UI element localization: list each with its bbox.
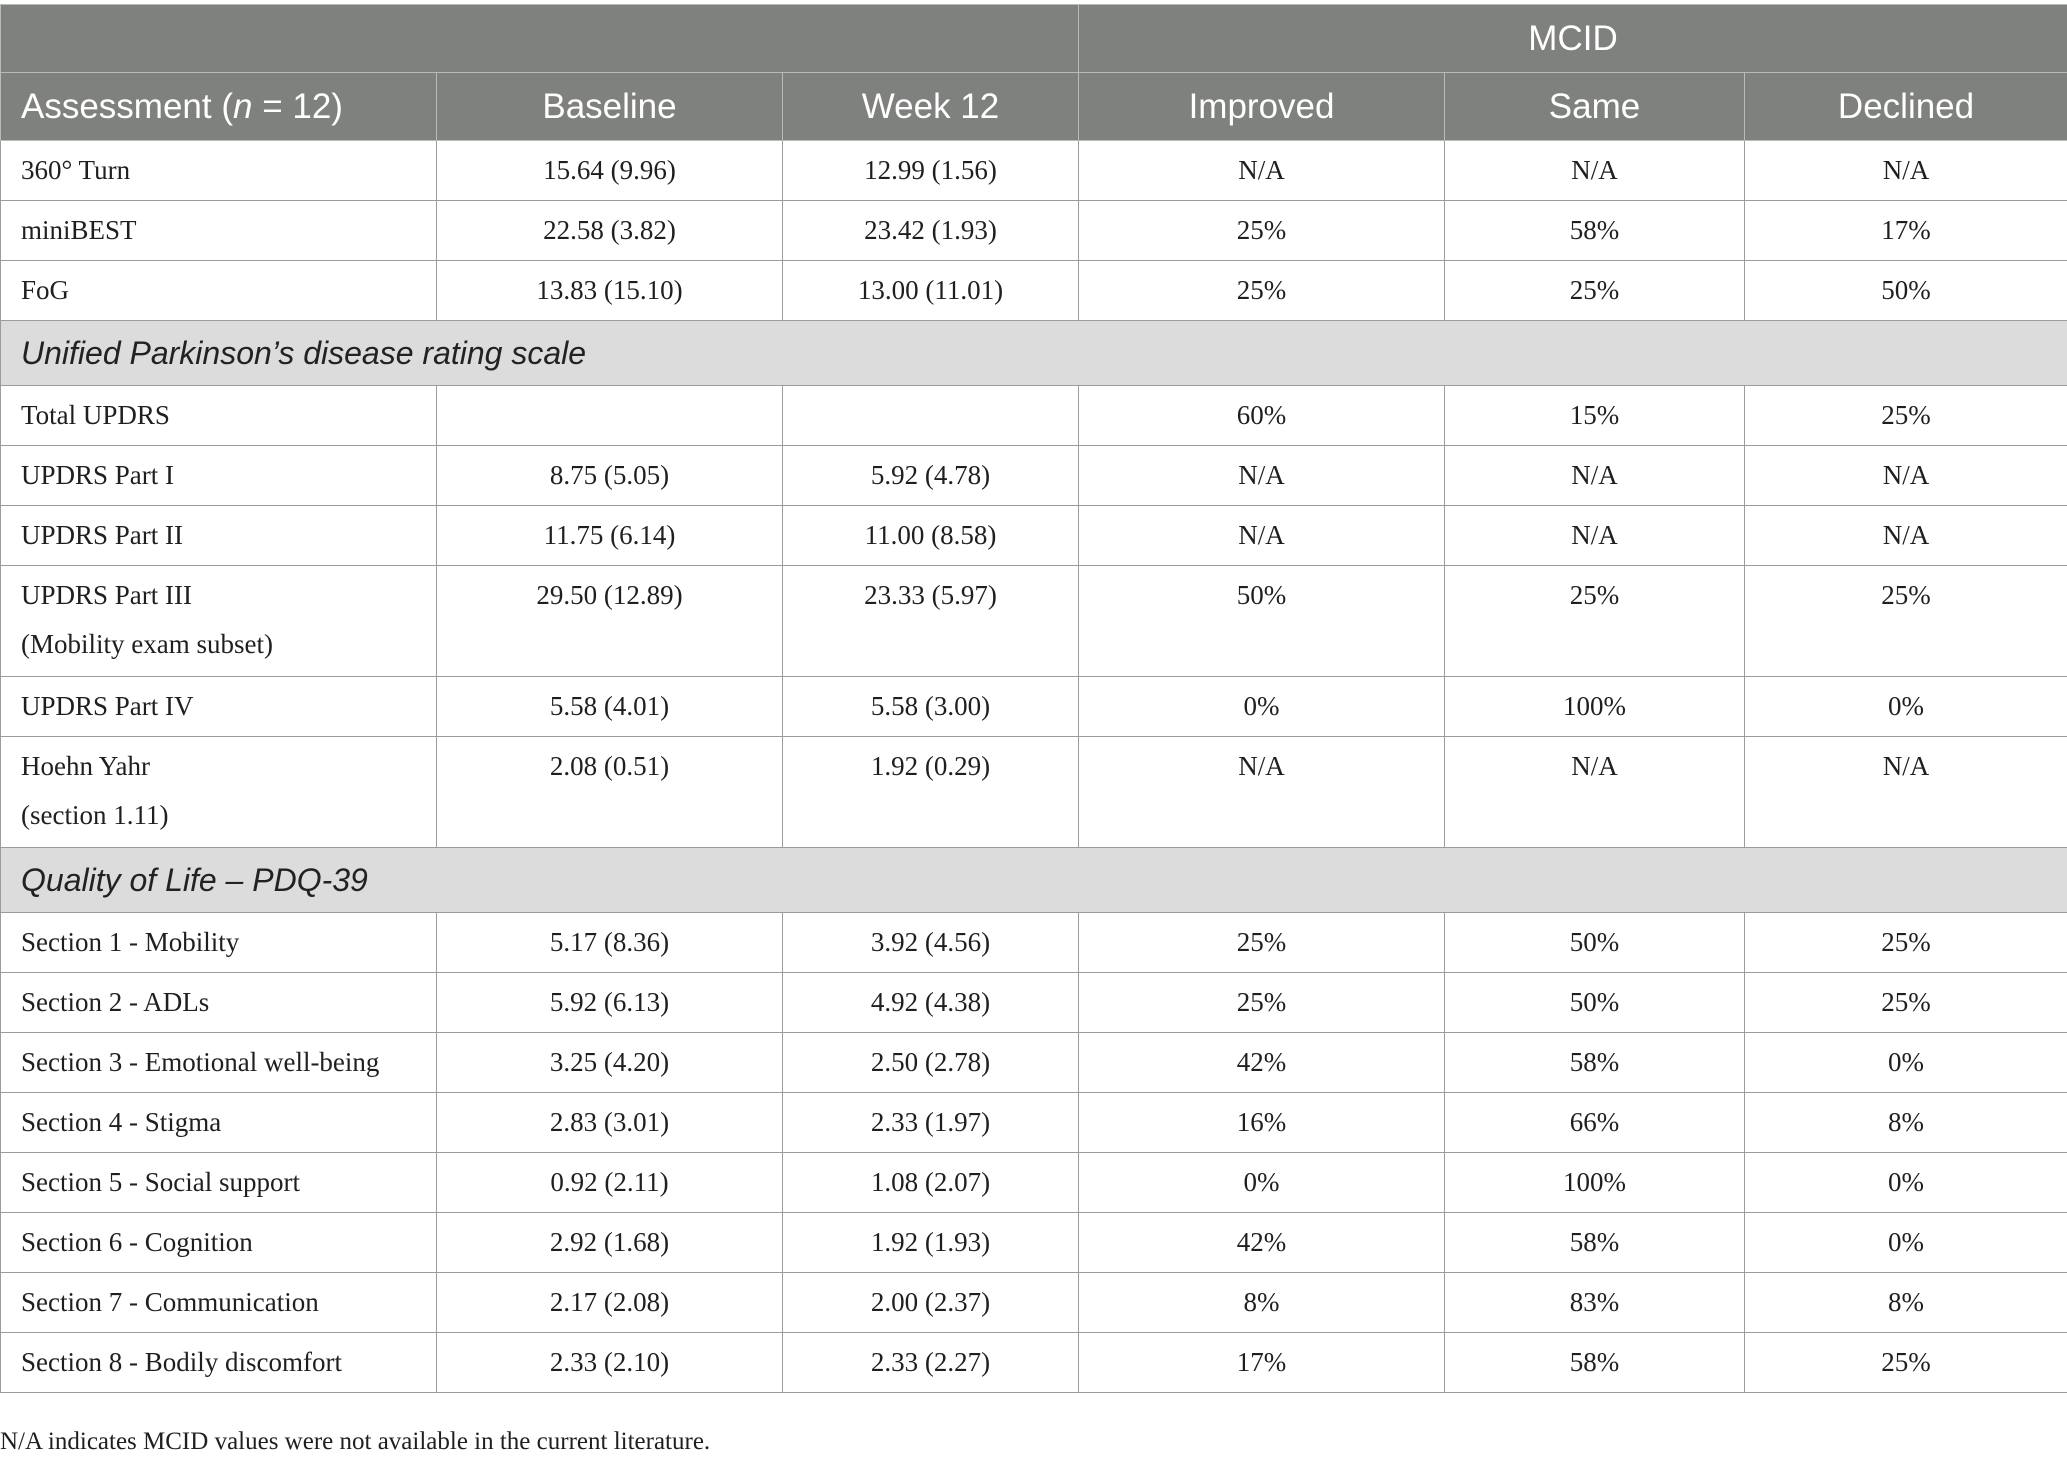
table-row — [1, 1213, 2067, 1273]
row-label: Section 4 - Stigma — [1, 1093, 437, 1153]
cell-same: 100% — [1445, 1153, 1745, 1213]
cell-declined: 0% — [1745, 1153, 2067, 1213]
footnote: N/A indicates MCID values were not available in the current literature. — [0, 1428, 711, 1455]
table-row — [1, 1333, 2067, 1393]
cell-baseline: 22.58 (3.82) — [437, 201, 783, 261]
table-row — [1, 446, 2067, 506]
cell-same: 25% — [1445, 261, 1745, 321]
header-week12: Week 12 — [783, 73, 1079, 141]
cell-same: 58% — [1445, 1033, 1745, 1093]
cell-baseline: 2.17 (2.08) — [437, 1273, 783, 1333]
row-label: Section 8 - Bodily discomfort — [1, 1333, 437, 1393]
cell-baseline: 13.83 (15.10) — [437, 261, 783, 321]
cell-improved: N/A — [1079, 446, 1445, 506]
cell-week12: 23.42 (1.93) — [783, 201, 1079, 261]
cell-declined: 0% — [1745, 1033, 2067, 1093]
cell-improved: 0% — [1079, 1153, 1445, 1213]
row-label: UPDRS Part I — [1, 446, 437, 506]
row-label: Section 5 - Social support — [1, 1153, 437, 1213]
cell-week12: 11.00 (8.58) — [783, 506, 1079, 566]
row-label-line2: (section 1.11) — [21, 800, 169, 830]
header-same: Same — [1445, 73, 1745, 141]
row-label: miniBEST — [1, 201, 437, 261]
cell-improved: N/A — [1079, 141, 1445, 201]
header-group-row — [1, 5, 2067, 73]
section-title: Unified Parkinson’s disease rating scale — [1, 321, 2067, 386]
cell-baseline: 3.25 (4.20) — [437, 1033, 783, 1093]
section-row — [1, 321, 2067, 386]
cell-week12: 12.99 (1.56) — [783, 141, 1079, 201]
header-baseline: Baseline — [437, 73, 783, 141]
cell-week12: 2.00 (2.37) — [783, 1273, 1079, 1333]
cell-baseline: 15.64 (9.96) — [437, 141, 783, 201]
header-declined: Declined — [1745, 73, 2067, 141]
cell-same: 58% — [1445, 1213, 1745, 1273]
cell-baseline: 8.75 (5.05) — [437, 446, 783, 506]
cell-improved: 0% — [1079, 677, 1445, 737]
cell-week12: 1.92 (1.93) — [783, 1213, 1079, 1273]
row-label-line2: (Mobility exam subset) — [21, 629, 273, 659]
row-label: 360° Turn — [1, 141, 437, 201]
cell-same: 25% — [1445, 566, 1745, 677]
row-label — [1, 566, 437, 677]
cell-week12: 5.92 (4.78) — [783, 446, 1079, 506]
cell-declined: 25% — [1745, 1333, 2067, 1393]
cell-improved: 50% — [1079, 566, 1445, 677]
cell-baseline: 5.17 (8.36) — [437, 913, 783, 973]
cell-week12: 1.08 (2.07) — [783, 1153, 1079, 1213]
row-label: Section 2 - ADLs — [1, 973, 437, 1033]
table-body — [1, 141, 2067, 1393]
cell-declined: 50% — [1745, 261, 2067, 321]
table-row — [1, 1033, 2067, 1093]
cell-week12: 5.58 (3.00) — [783, 677, 1079, 737]
cell-same: 58% — [1445, 1333, 1745, 1393]
row-label: Section 6 - Cognition — [1, 1213, 437, 1273]
table-row — [1, 386, 2067, 446]
cell-improved: N/A — [1079, 506, 1445, 566]
cell-declined: 25% — [1745, 913, 2067, 973]
cell-week12: 4.92 (4.38) — [783, 973, 1079, 1033]
cell-improved: 60% — [1079, 386, 1445, 446]
cell-improved: 16% — [1079, 1093, 1445, 1153]
cell-week12: 13.00 (11.01) — [783, 261, 1079, 321]
table-row — [1, 1273, 2067, 1333]
row-label-line1: Hoehn Yahr — [21, 751, 151, 781]
cell-declined: 8% — [1745, 1273, 2067, 1333]
header-blank — [1, 5, 1079, 73]
cell-week12: 2.33 (2.27) — [783, 1333, 1079, 1393]
header-improved: Improved — [1079, 73, 1445, 141]
cell-baseline: 2.83 (3.01) — [437, 1093, 783, 1153]
cell-same: N/A — [1445, 141, 1745, 201]
table-row — [1, 1153, 2067, 1213]
row-label: FoG — [1, 261, 437, 321]
cell-improved: 42% — [1079, 1033, 1445, 1093]
cell-declined: N/A — [1745, 141, 2067, 201]
cell-improved: N/A — [1079, 737, 1445, 848]
cell-same: 83% — [1445, 1273, 1745, 1333]
section-title: Quality of Life – PDQ-39 — [1, 848, 2067, 913]
cell-week12: 2.33 (1.97) — [783, 1093, 1079, 1153]
cell-improved: 42% — [1079, 1213, 1445, 1273]
cell-week12: 23.33 (5.97) — [783, 566, 1079, 677]
row-label: Section 3 - Emotional well-being — [1, 1033, 437, 1093]
cell-same: 66% — [1445, 1093, 1745, 1153]
cell-improved: 17% — [1079, 1333, 1445, 1393]
cell-week12: 3.92 (4.56) — [783, 913, 1079, 973]
row-label: Section 1 - Mobility — [1, 913, 437, 973]
cell-declined: N/A — [1745, 737, 2067, 848]
cell-same: N/A — [1445, 506, 1745, 566]
table-row — [1, 506, 2067, 566]
cell-improved: 25% — [1079, 261, 1445, 321]
row-label-line1: UPDRS Part III — [21, 580, 193, 610]
table-row — [1, 973, 2067, 1033]
cell-improved: 25% — [1079, 201, 1445, 261]
cell-same: 50% — [1445, 913, 1745, 973]
table-row — [1, 141, 2067, 201]
cell-declined: 0% — [1745, 1213, 2067, 1273]
cell-same: N/A — [1445, 737, 1745, 848]
cell-improved: 25% — [1079, 973, 1445, 1033]
row-label: UPDRS Part II — [1, 506, 437, 566]
cell-baseline: 2.08 (0.51) — [437, 737, 783, 848]
cell-same: 15% — [1445, 386, 1745, 446]
row-label: UPDRS Part IV — [1, 677, 437, 737]
header-assessment: Assessment (n = 12) — [1, 73, 437, 141]
cell-same: 50% — [1445, 973, 1745, 1033]
cell-improved: 25% — [1079, 913, 1445, 973]
cell-same: N/A — [1445, 446, 1745, 506]
row-label: Total UPDRS — [1, 386, 437, 446]
cell-same: 58% — [1445, 201, 1745, 261]
cell-baseline: 5.92 (6.13) — [437, 973, 783, 1033]
table-row — [1, 566, 2067, 677]
table-row — [1, 913, 2067, 973]
section-row — [1, 848, 2067, 913]
cell-declined: 8% — [1745, 1093, 2067, 1153]
table-row — [1, 737, 2067, 848]
row-label — [1, 737, 437, 848]
cell-declined: 25% — [1745, 566, 2067, 677]
results-table — [0, 4, 2067, 1393]
cell-declined: 0% — [1745, 677, 2067, 737]
row-label: Section 7 - Communication — [1, 1273, 437, 1333]
cell-improved: 8% — [1079, 1273, 1445, 1333]
header-columns-row — [1, 73, 2067, 141]
table-row — [1, 677, 2067, 737]
cell-baseline: 29.50 (12.89) — [437, 566, 783, 677]
cell-declined: 17% — [1745, 201, 2067, 261]
cell-baseline: 2.33 (2.10) — [437, 1333, 783, 1393]
table-row — [1, 1093, 2067, 1153]
cell-week12 — [783, 386, 1079, 446]
cell-week12: 2.50 (2.78) — [783, 1033, 1079, 1093]
cell-baseline: 2.92 (1.68) — [437, 1213, 783, 1273]
cell-same: 100% — [1445, 677, 1745, 737]
cell-declined: 25% — [1745, 386, 2067, 446]
cell-baseline — [437, 386, 783, 446]
cell-declined: N/A — [1745, 506, 2067, 566]
cell-declined: 25% — [1745, 973, 2067, 1033]
header-mcid: MCID — [1079, 5, 2067, 73]
cell-week12: 1.92 (0.29) — [783, 737, 1079, 848]
cell-baseline: 0.92 (2.11) — [437, 1153, 783, 1213]
cell-baseline: 5.58 (4.01) — [437, 677, 783, 737]
cell-declined: N/A — [1745, 446, 2067, 506]
table-row — [1, 201, 2067, 261]
table-row — [1, 261, 2067, 321]
cell-baseline: 11.75 (6.14) — [437, 506, 783, 566]
